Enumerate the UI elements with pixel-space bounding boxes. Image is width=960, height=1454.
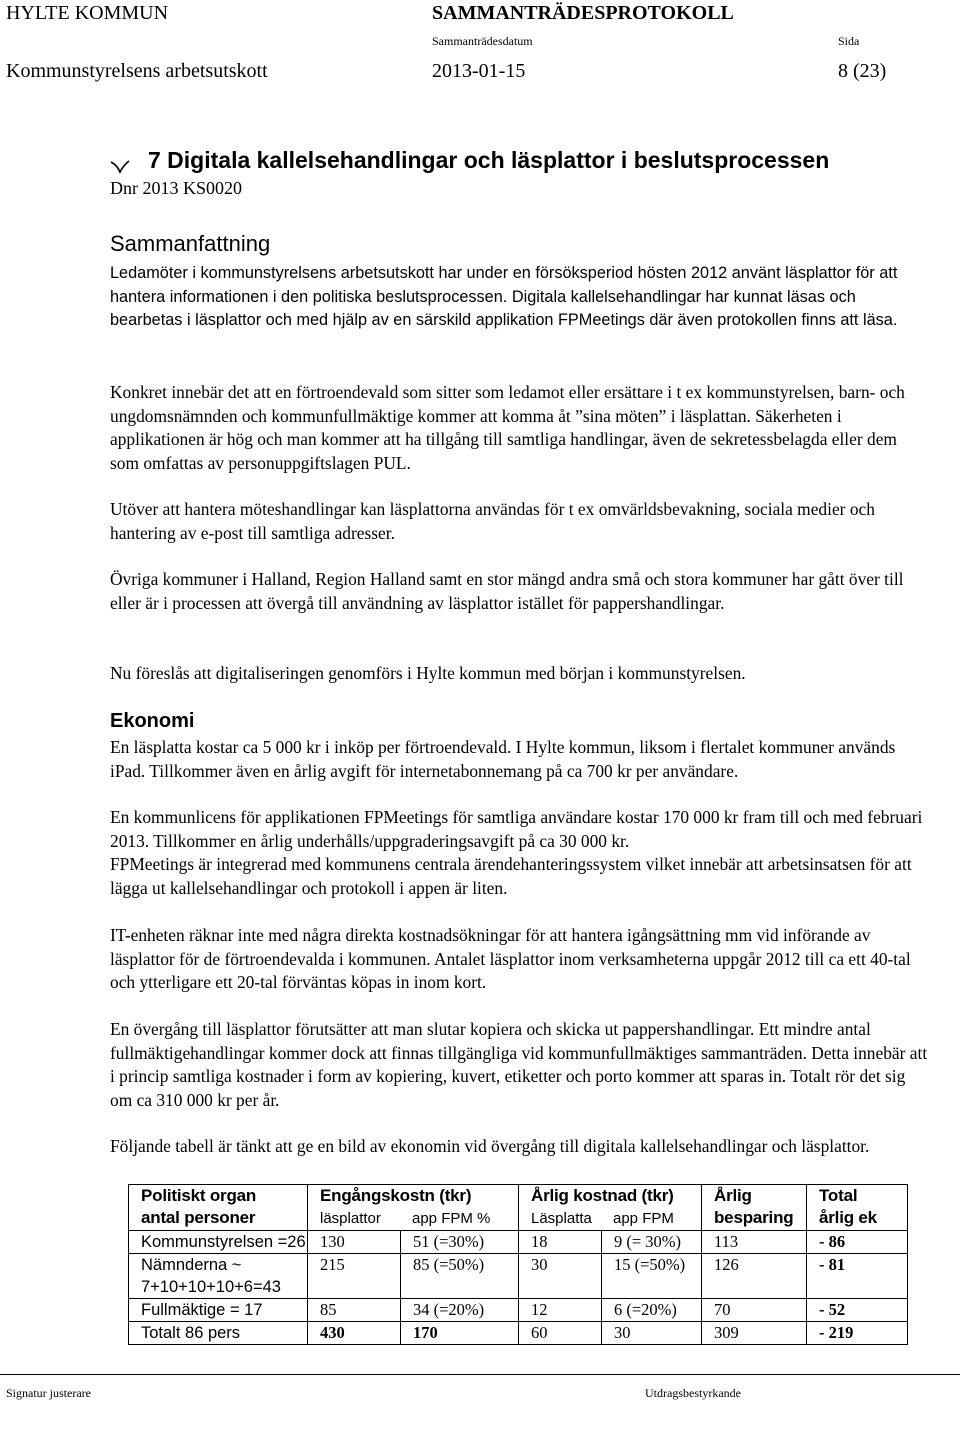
footer-extract-label: Utdragsbestyrkande <box>645 1386 741 1400</box>
economy-paragraph-1c: FPMeetings är integrerad med kommunens centrala ärendehanteringssystem vilket innebär att arbetsinsatsen för att lägga ut kallelsehandlingar och protokoll i appen är liten. <box>110 854 912 898</box>
table-row: Nämnderna ~ 7+10+10+10+6=43 215 85 (=50%) 30 15 (=50%) 126 - 81 <box>129 1254 908 1299</box>
page-number: 8 (23) <box>838 60 887 82</box>
cost-table <box>128 1184 908 1345</box>
footer-signature-label: Signatur justerare <box>6 1386 91 1400</box>
checkmark-icon <box>110 160 130 178</box>
diary-number: Dnr 2013 KS0020 <box>110 178 243 198</box>
header-cell-total: Total årlig ek <box>807 1185 908 1231</box>
date-label: Sammanträdesdatum <box>432 34 533 48</box>
economy-paragraph-1a: En läsplatta kostar ca 5 000 kr i inköp per förtroendevald. I Hylte kommun, liksom i flertalet kommuner används iPad. Tillkommer även en årlig avgift för internetabonnemang på ca 700 kr per användare. <box>110 737 896 781</box>
header-cell-annual-cost: Årlig kostnad (tkr) Läsplatta app FPM <box>519 1185 702 1231</box>
table-row-total: Totalt 86 pers 430 170 60 30 309 - 219 <box>129 1322 908 1345</box>
header-cell-one-time: Engångskostn (tkr) läsplattor app FPM % <box>308 1185 519 1231</box>
committee-name: Kommunstyrelsens arbetsutskott <box>6 60 268 82</box>
summary-paragraph-5: Nu föreslås att digitaliseringen genomförs i Hylte kommun med början i kommunstyrelsen. <box>110 663 746 683</box>
economy-paragraph-1b: En kommunlicens för applikationen FPMeetings för samtliga användare kostar 170 000 kr fram till och med februari 2013. Tillkommer en årlig underhålls/uppgraderingsavgift på ca 30 000 kr. <box>110 807 923 851</box>
summary-paragraph-4: Övriga kommuner i Halland, Region Halland samt en stor mängd andra små och stora kommuner har gått över till eller är i processen att övergå till användning av läsplattor istället för pappershandlingar. <box>110 569 904 613</box>
summary-paragraph-2: Konkret innebär det att en förtroendevald som sitter som ledamot eller ersättare i t ex kommunstyrelsen, barn- och ungdomsnämnden och kommunfullmäktige kommer att komma åt ”sina möten” i läsplattan. Säkerheten i applikationen är hög och man kommer att ha tillgång till samtliga handlingar, även de sekretessbelagda eller dem som omfattas av personuppgiftslagen PUL. <box>110 382 905 473</box>
table-row: Fullmäktige = 17 85 34 (=20%) 12 6 (=20%) 70 - 52 <box>129 1299 908 1322</box>
section-heading-ekonomi: Ekonomi <box>110 710 195 732</box>
summary-paragraph-1: Ledamöter i kommunstyrelsens arbetsutskott har under en försöksperiod hösten 2012 använt läsplattor för att hantera informationen i den politiska beslutsprocessen. Digitala kallelsehandlingar har kunnat läsas och bearbetas i läsplattor och med hjälp av en särskild applikation FPMeetings där även protokollen finns att läsa. <box>110 264 898 329</box>
header-cell-organ: Politiskt organ antal personer <box>129 1185 308 1231</box>
meeting-date: 2013-01-15 <box>432 60 526 82</box>
economy-paragraph-4: Följande tabell är tänkt att ge en bild av ekonomin vid övergång till digitala kallelsehandlingar och läsplattor. <box>110 1136 870 1156</box>
economy-paragraph-2: IT-enheten räknar inte med några direkta kostnadsökningar för att hantera igångsättning mm vid införande av läsplattor för de förtroendevalda i kommunen. Antalet läsplattor inom verksamheterna uppgår 2012 till ca ett 40-tal och ytterligare ett 20-tal förväntas köpas in inom kort. <box>110 925 911 992</box>
table-header-row <box>129 1185 908 1231</box>
document-type: SAMMANTRÄDESPROTOKOLL <box>432 2 734 24</box>
header-cell-saving: Årlig besparing <box>702 1185 807 1231</box>
economy-paragraph-3: En övergång till läsplattor förutsätter att man slutar kopiera och skicka ut pappershandlingar. Ett mindre antal fullmäktigehandlingar kommer dock att finnas tillgängliga vid kommunfullmäktiges sammanträden. Detta innebär att i princip samtliga kostnader i form av kopiering, kuvert, etiketter och porto kommer att sparas in. Totalt rör det sig om ca 310 000 kr per år. <box>110 1019 928 1110</box>
summary-paragraph-3: Utöver att hantera möteshandlingar kan läsplattorna användas för t ex omvärldsbevakning, sociala medier och hantering av e-post till samtliga adresser. <box>110 499 875 543</box>
table-row: Kommunstyrelsen =26 130 51 (=30%) 18 9 (= 30%) 113 - 86 <box>129 1231 908 1254</box>
org-name: HYLTE KOMMUN <box>6 2 169 24</box>
footer-divider <box>0 1374 960 1375</box>
item-title: 7 Digitala kallelsehandlingar och läsplattor i beslutsprocessen <box>148 147 830 173</box>
page-label: Sida <box>838 34 860 48</box>
section-heading-sammanfattning: Sammanfattning <box>110 231 271 256</box>
